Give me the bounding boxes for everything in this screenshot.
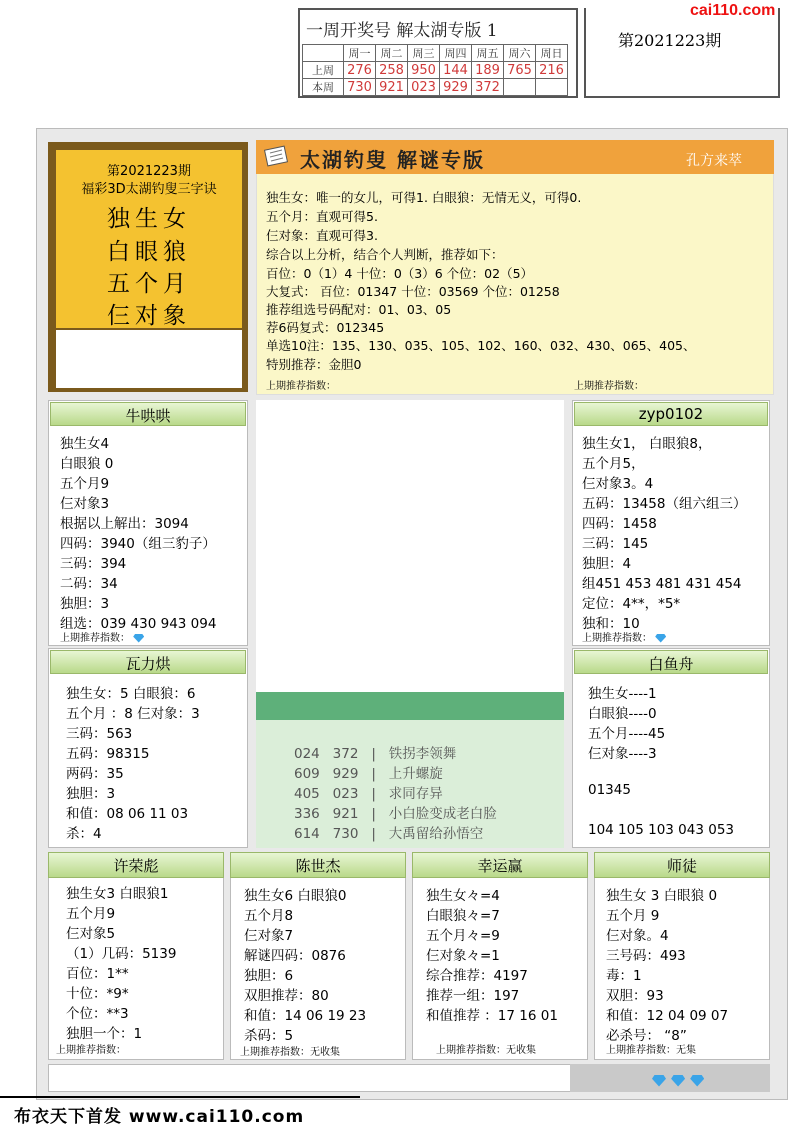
box-line: 独胆一个：1 [66,1026,143,1042]
history-header [256,692,564,720]
riddle-phrase: 五个月 [107,271,191,297]
rating-label: 上期推荐指数：无收集 [436,1045,536,1056]
main-line: 推荐组选号码配对：01、03、05 [266,302,452,317]
box-line: 独生女4 [60,436,110,452]
draw-number [536,79,568,96]
box-line: 和值：14 06 19 23 [244,1008,367,1024]
box-line: 和值：12 04 09 07 [606,1008,729,1024]
box-line: 独胆：3 [60,596,110,612]
expert-name: zyp0102 [574,402,768,426]
box-line: （1）几码：5139 [66,946,177,962]
riddle-phrase: 白眼狼 [107,239,191,265]
diamond-icon [133,634,144,643]
box-line: 01345 [588,782,631,798]
box-line: 五个月 ：8 仨对象：3 [66,706,200,722]
box-line: 四码：1458 [582,516,657,532]
site-logo[interactable]: cai110.com [690,2,776,19]
main-line: 大复式： 百位：01347 十位：03569 个位：01258 [266,284,560,299]
box-line: 五个月9 [66,906,116,922]
rating-label: 上期推荐指数： [56,1045,126,1056]
box-line: 独胆：4 [582,556,632,572]
box-line: 必杀号： “8” [606,1028,687,1044]
box-line: 三码：394 [60,556,127,572]
issue-number: 第2021223期 [618,31,722,50]
day-header: 周一 [344,45,376,62]
list-item: 336 921 | 小白脸变成老白脸 [294,806,497,822]
main-line: 单选10注：135、130、035、105、102、160、032、430、065、405、 [266,338,696,353]
box-line: 独胆：6 [244,968,294,984]
main-line: 荐6码复式：012345 [266,320,385,335]
main-line: 仨对象：直观可得3. [266,228,378,243]
box-line: 组选：039 430 943 094 [60,616,217,632]
box-line: 白眼狼 0 [60,456,114,472]
box-line: 个位：**3 [66,1006,129,1022]
box-line: 仨对象。4 [606,928,669,944]
draw-number: 765 [504,62,536,79]
list-item: 614 730 | 大禹留给孙悟空 [294,826,484,842]
day-header: 周二 [376,45,408,62]
box-line: 独生女1， 白眼狼8， [582,436,712,452]
box-line: 五个月 9 [606,908,660,924]
day-header: 周三 [408,45,440,62]
rating-label: 上期推荐指数：无收集 [240,1047,340,1058]
box-line: 二码：34 [60,576,118,592]
box-line: 仨对象々=1 [426,948,500,964]
box-line: 定位：4**，*5* [582,596,681,612]
day-header: 周日 [536,45,568,62]
box-line: 和值：08 06 11 03 [66,806,189,822]
box-line: 仨对象5 [66,926,116,942]
draw-number: 276 [344,62,376,79]
weekly-draw-title: 一周开奖号 解太湖专版 1 [306,21,498,41]
main-author: 孔方来萃 [686,153,742,169]
box-line: 仨对象3 [60,496,110,512]
box-line: 百位：1** [66,966,129,982]
diamond-icon [652,1075,666,1087]
box-line: 104 105 103 043 053 [588,822,735,838]
box-line: 独生女3 白眼狼1 [66,886,169,902]
box-line: 两码：35 [66,766,124,782]
expert-name: 瓦力烘 [50,650,246,674]
diamond-icon [655,634,666,643]
box-line: 双胆：93 [606,988,664,1004]
box-line: 五个月----45 [588,726,666,742]
book-icon [264,144,290,170]
day-header: 周六 [504,45,536,62]
box-line: 组451 453 481 431 454 [582,576,742,592]
box-line: 和值推荐 ：17 16 01 [426,1008,558,1024]
rating-label: 上期推荐指数： [582,629,666,644]
box-line: 五码：13458（组六组三） [582,496,747,512]
issue-box [584,8,780,98]
box-line: 独生女----1 [588,686,657,702]
riddle-phrase: 仨对象 [107,303,191,329]
box-line: 杀：4 [66,826,102,842]
expert-name: 陈世杰 [230,852,406,878]
rating-label: 上期推荐指数： [60,629,144,644]
box-line: 解谜四码：0876 [244,948,346,964]
draw-number: 258 [376,62,408,79]
box-line: 三号码：493 [606,948,686,964]
rating-label: 上期推荐指数： [266,381,336,392]
list-item: 609 929 | 上升螺旋 [294,766,443,782]
list-item: 405 023 | 求同存异 [294,786,443,802]
box-line: 双胆推荐：80 [244,988,329,1004]
expert-name: 白鱼舟 [574,650,768,674]
box-line: 综合推荐：4197 [426,968,528,984]
box-line: 五个月9 [60,476,110,492]
box-line: 仨对象----3 [588,746,657,762]
main-title: 太湖钓叟 解谜专版 [300,148,485,172]
riddle-phrase: 独生女 [107,206,191,232]
diamond-icon [690,1075,704,1087]
box-line: 根据以上解出：3094 [60,516,189,532]
footer-divider [0,1096,360,1098]
diamond-icon [671,1075,685,1087]
box-line: 独生女 3 白眼狼 0 [606,888,718,904]
table-row [303,79,568,96]
riddle-issue: 第2021223期 [107,164,191,179]
box-line: 独和：10 [582,616,640,632]
box-line: 独胆：3 [66,786,116,802]
main-line: 百位：0（1）4 十位：0（3）6 个位：02（5） [266,266,534,281]
draw-number: 144 [440,62,472,79]
box-line: 白眼狼----0 [588,706,657,722]
draw-number: 730 [344,79,376,96]
box-line: 五码：98315 [66,746,150,762]
box-line: 仨对象7 [244,928,294,944]
draw-number: 929 [440,79,472,96]
box-line: 白眼狼々=7 [426,908,500,924]
box-line: 五个月々=9 [426,928,500,944]
riddle-subtitle: 福彩3D太湖钓叟三字诀 [81,182,217,197]
rating-label: 上期推荐指数： [574,381,644,392]
box-line: 推荐一组：197 [426,988,520,1004]
expert-name: 许荣彪 [48,852,224,878]
main-line: 综合以上分析，结合个人判断，推荐如下： [266,247,504,262]
draw-number: 921 [376,79,408,96]
rating-label: 上期推荐指数：无集 [606,1045,696,1056]
day-header: 周四 [440,45,472,62]
expert-name: 幸运赢 [412,852,588,878]
box-line: 独生女々=4 [426,888,500,904]
box-line: 四码：3940（组三豹子） [60,536,216,552]
row-label: 本周 [303,79,344,96]
box-line: 独生女：5 白眼狼：6 [66,686,196,702]
draw-number: 372 [472,79,504,96]
draw-number: 950 [408,62,440,79]
weekly-draw-table [302,44,568,96]
footer-credit: 布衣天下首发 www.cai110.com [14,1107,305,1127]
main-line: 特别推荐：金胆0 [266,357,362,372]
box-line: 五个月8 [244,908,294,924]
main-line: 五个月：直观可得5. [266,209,378,224]
day-header: 周五 [472,45,504,62]
draw-number: 216 [536,62,568,79]
draw-number: 189 [472,62,504,79]
table-row [303,62,568,79]
box-line: 毒：1 [606,968,642,984]
expert-name: 牛哄哄 [50,402,246,426]
box-line: 杀码：5 [244,1028,294,1044]
box-line: 十位：*9* [66,986,129,1002]
list-item: 024 372 | 铁拐李领舞 [294,746,457,762]
draw-number: 023 [408,79,440,96]
box-line: 仨对象3。4 [582,476,654,492]
box-line: 三码：145 [582,536,649,552]
draw-number [504,79,536,96]
expert-name: 师徒 [594,852,770,878]
rating-diamonds [652,1070,704,1089]
box-line: 三码：563 [66,726,133,742]
row-label: 上周 [303,62,344,79]
box-line: 五个月5， [582,456,645,472]
main-line: 独生女：唯一的女儿，可得1. 白眼狼：无情无义，可得0. [266,190,582,205]
box-line: 独生女6 白眼狼0 [244,888,347,904]
